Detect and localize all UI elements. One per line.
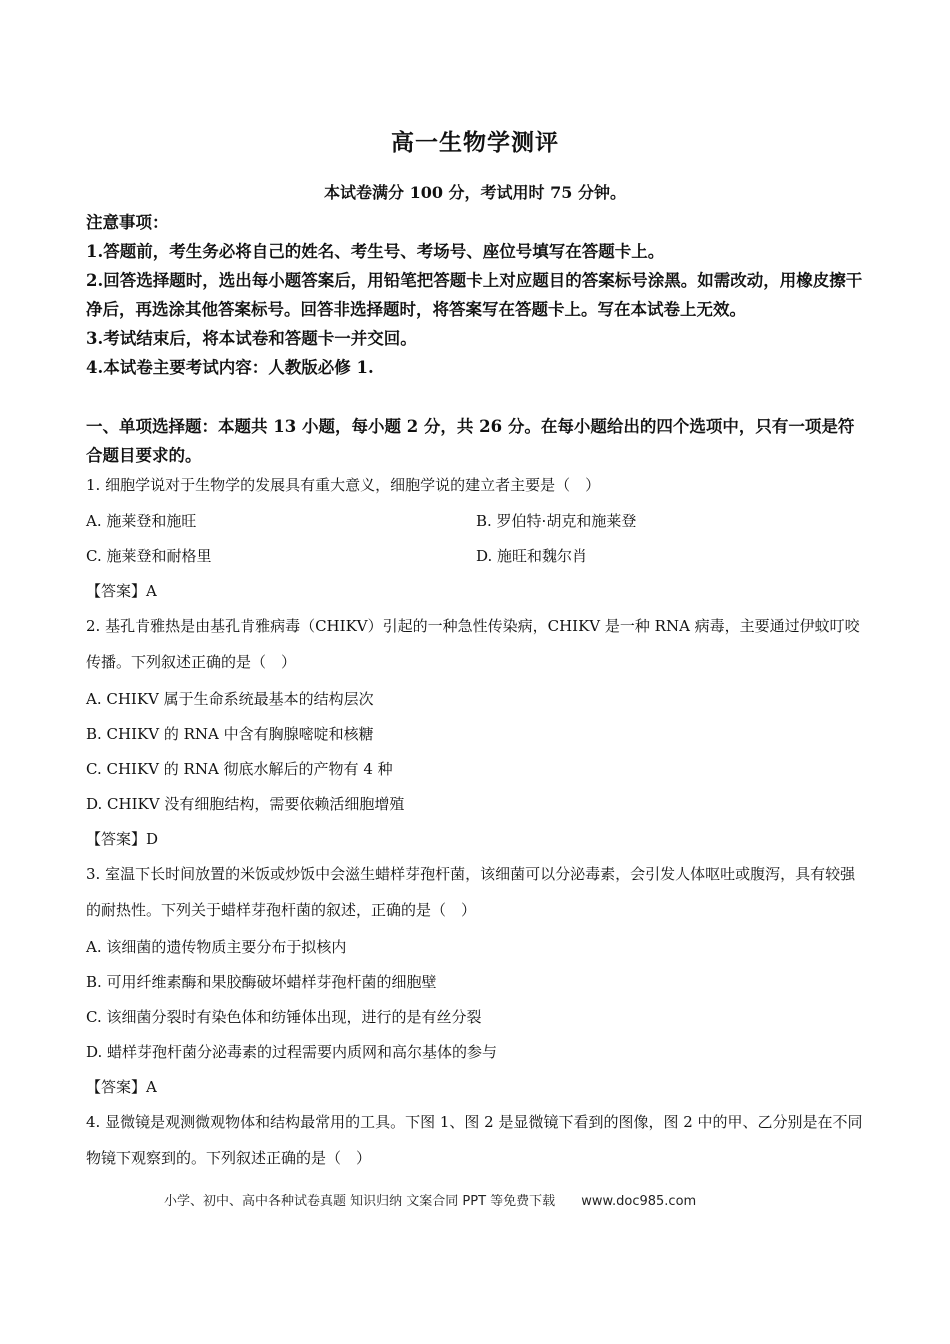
option-a: A. 施莱登和施旺 — [86, 512, 197, 530]
answer-label: 【答案】A — [86, 582, 157, 600]
option-d: D. 蜡样芽孢杆菌分泌毒素的过程需要内质网和高尔基体的参与 — [86, 1043, 498, 1061]
note-item: 1.答题前，考生务必将自己的姓名、考生号、考场号、座位号填写在答题卡上。 — [86, 242, 665, 261]
page-footer — [164, 1190, 696, 1209]
exam-subtitle: 本试卷满分 100 分，考试用时 75 分钟。 — [324, 183, 626, 202]
option-d: D. CHIKV 没有细胞结构，需要依赖活细胞增殖 — [86, 795, 405, 813]
option-c: C. 该细菌分裂时有染色体和纺锤体出现，进行的是有丝分裂 — [86, 1008, 482, 1026]
section-heading: 一、单项选择题：本题共 13 小题，每小题 2 分，共 26 分。在每小题给出的四个选项中，只有一项是符合题目要求的。 — [86, 417, 855, 465]
exam-notes — [86, 208, 866, 382]
notes-heading: 注意事项： — [86, 213, 169, 232]
question-stem: 2. 基孔肯雅热是由基孔肯雅病毒（CHIKV）引起的一种急性传染病，CHIKV 是一种 RNA 病毒，主要通过伊蚊叮咬传播。下列叙述正确的是（ ） — [86, 617, 860, 671]
option-a: A. CHIKV 属于生命系统最基本的结构层次 — [86, 690, 374, 708]
option-a: A. 该细菌的遗传物质主要分布于拟核内 — [86, 938, 347, 956]
answer-label: 【答案】A — [86, 1078, 157, 1096]
option-d: D. 施旺和魏尔肖 — [476, 547, 588, 565]
question-stem: 1. 细胞学说对于生物学的发展具有重大意义，细胞学说的建立者主要是（ ） — [86, 476, 601, 494]
footer-link[interactable]: www.doc985.com — [581, 1194, 697, 1209]
footer-text: 小学、初中、高中各种试卷真题 知识归纳 文案合同 PPT 等免费下载 — [164, 1194, 556, 1209]
option-c: C. CHIKV 的 RNA 彻底水解后的产物有 4 种 — [86, 760, 393, 778]
answer-label: 【答案】D — [86, 830, 159, 848]
page-title: 高一生物学测评 — [391, 129, 559, 156]
question-stem: 4. 显微镜是观测微观物体和结构最常用的工具。下图 1、图 2 是显微镜下看到的图像，图 2 中的甲、乙分别是在不同物镜下观察到的。下列叙述正确的是（ ） — [86, 1113, 863, 1167]
question-stem: 3. 室温下长时间放置的米饭或炒饭中会滋生蜡样芽孢杆菌，该细菌可以分泌毒素，会引发人体呕吐或腹泻，具有较强的耐热性。下列关于蜡样芽孢杆菌的叙述，正确的是（ ） — [86, 865, 856, 919]
option-c: C. 施莱登和耐格里 — [86, 547, 212, 565]
option-b: B. 罗伯特·胡克和施莱登 — [476, 512, 637, 530]
note-item: 3.考试结束后，将本试卷和答题卡一并交回。 — [86, 329, 417, 348]
option-b: B. 可用纤维素酶和果胶酶破坏蜡样芽孢杆菌的细胞壁 — [86, 973, 437, 991]
note-item: 2.回答选择题时，选出每小题答案后，用铅笔把答题卡上对应题目的答案标号涂黑。如需改动，用橡皮擦干净后，再选涂其他答案标号。回答非选择题时，将答案写在答题卡上。写在本试卷上无效。 — [86, 271, 863, 319]
note-item: 4.本试卷主要考试内容：人教版必修 1. — [86, 358, 374, 377]
option-b: B. CHIKV 的 RNA 中含有胸腺嘧啶和核糖 — [86, 725, 374, 743]
